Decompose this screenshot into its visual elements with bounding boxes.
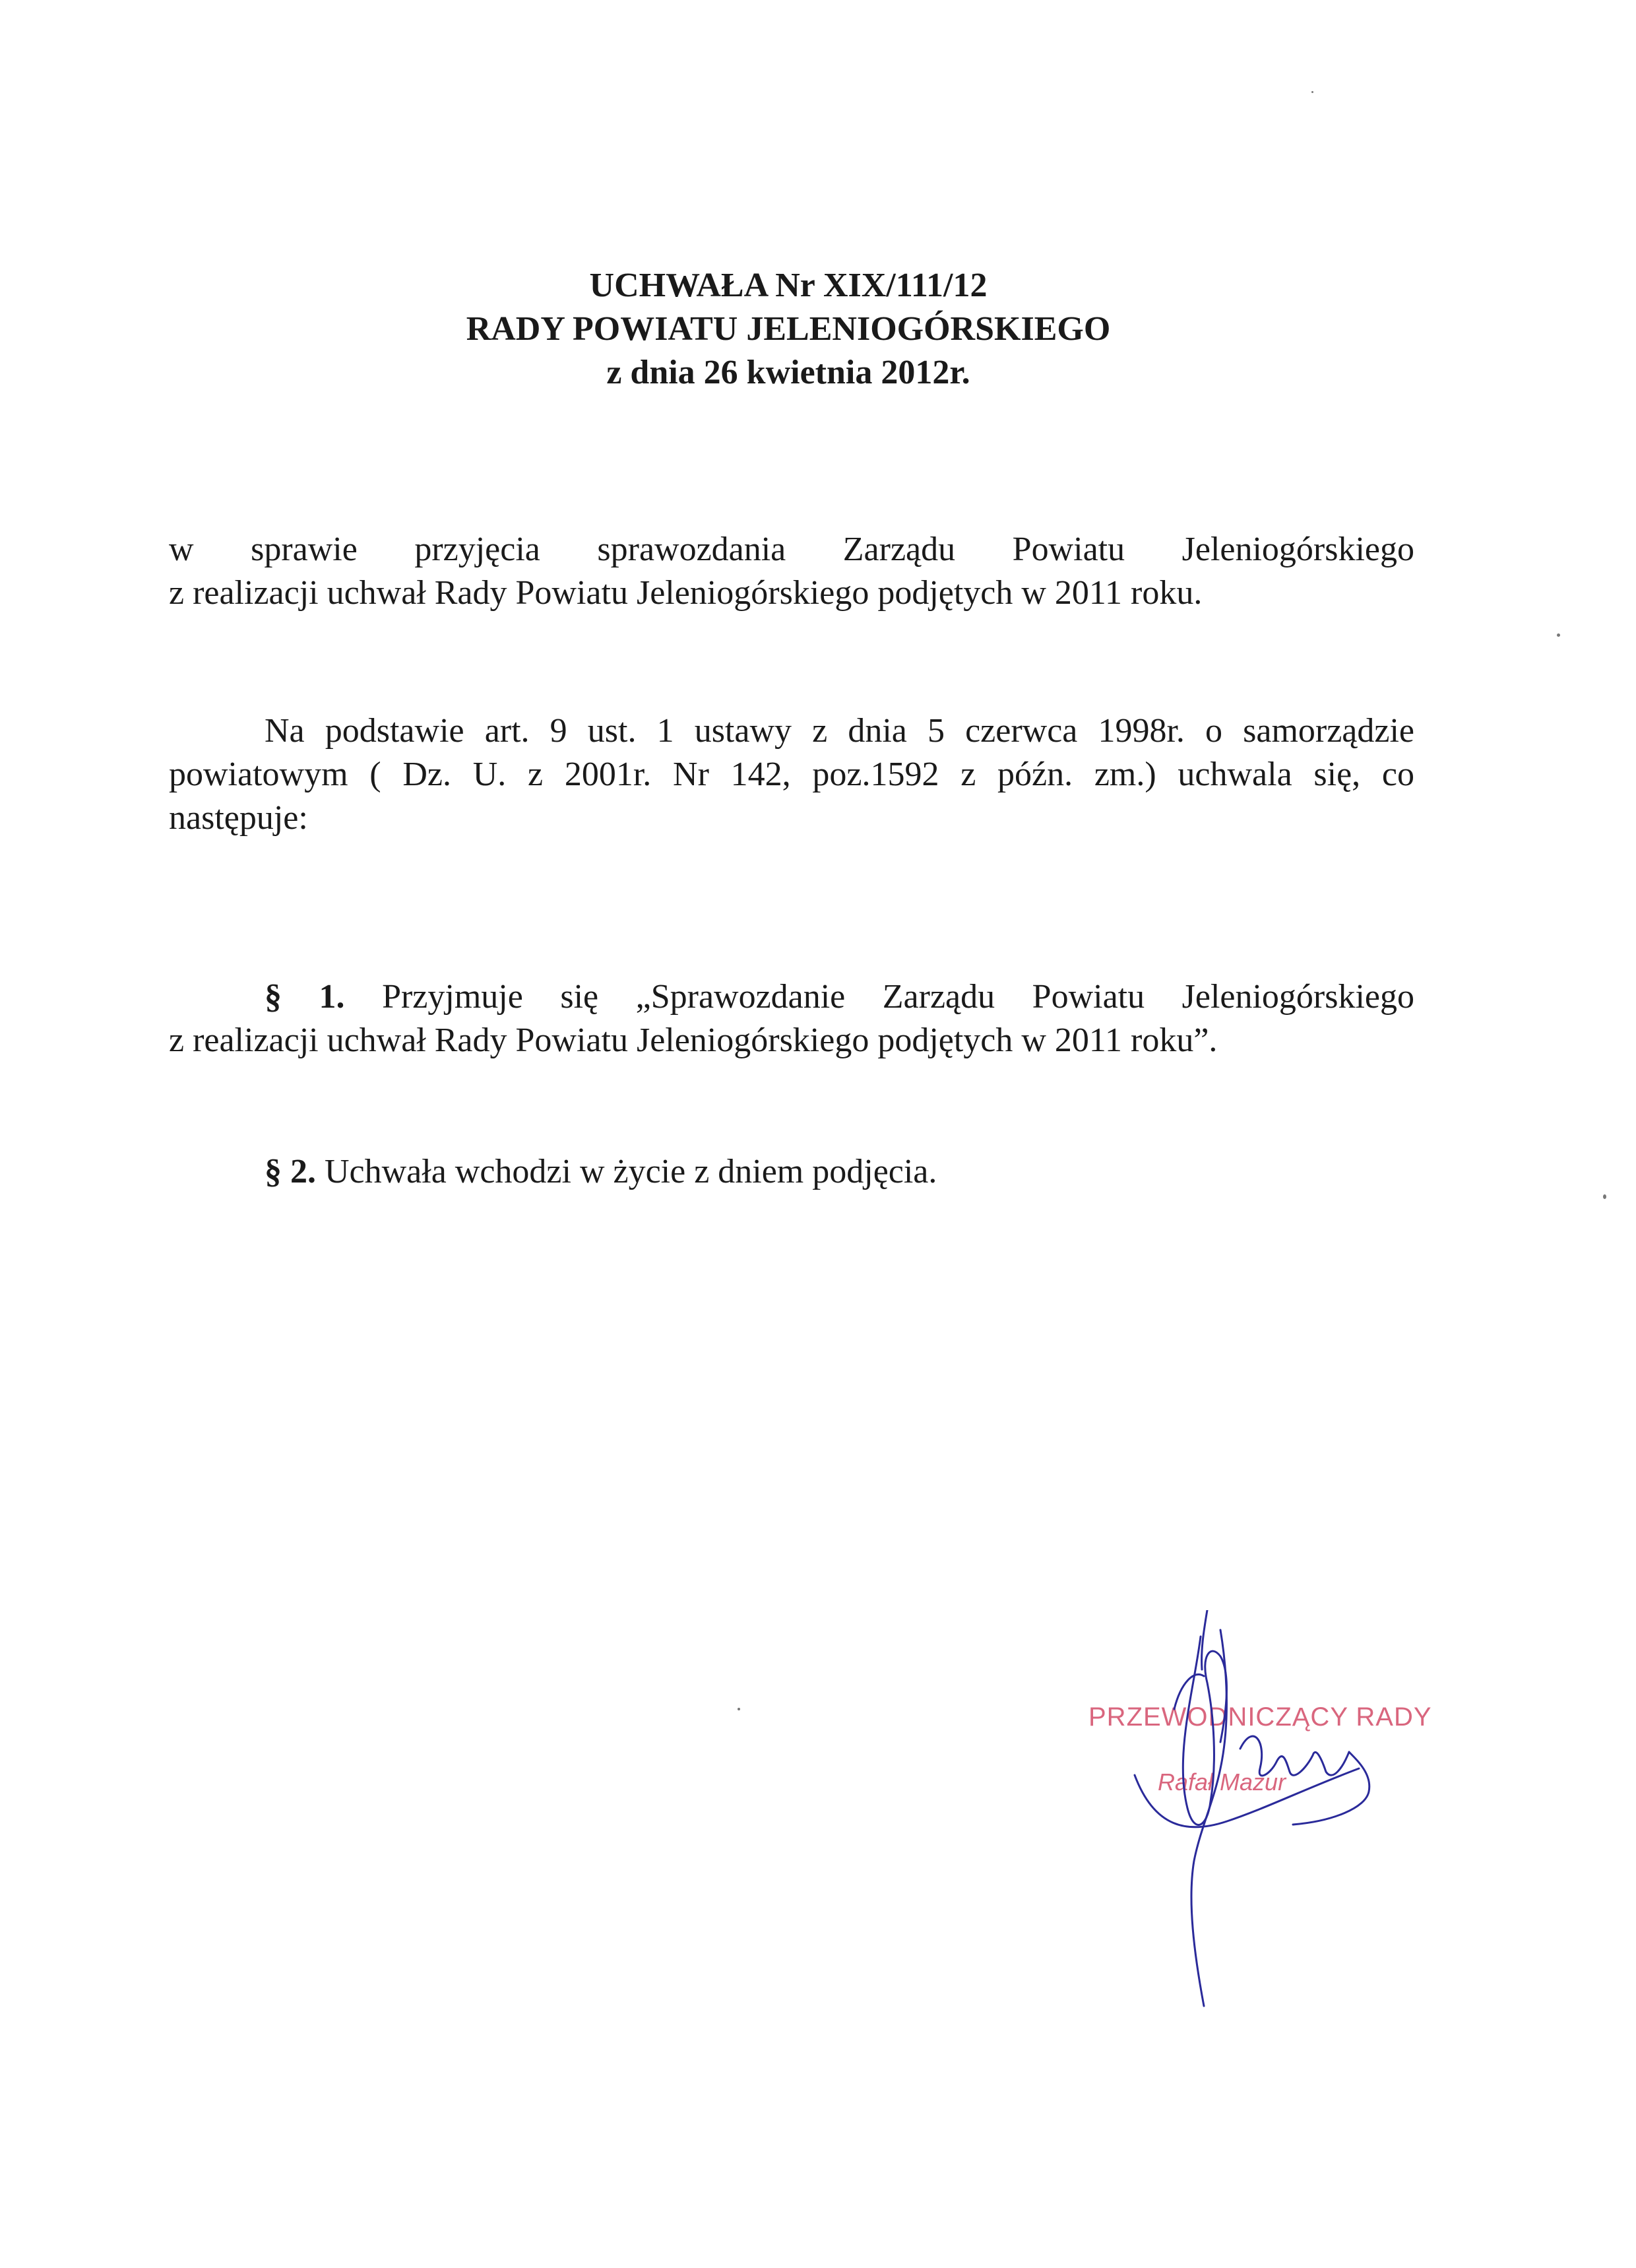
section-2-marker: § 2.: [265, 1153, 316, 1190]
section-1-line-2: z realizacji uchwał Rady Powiatu Jeleniogórskiego podjętych w 2011 roku”.: [169, 1021, 1218, 1059]
section-1-line-1: [169, 975, 1414, 1019]
resolution-subject: [169, 528, 1414, 615]
stamp-title: PRZEWODNICZĄCY RADY: [1088, 1702, 1432, 1732]
subject-line-1: w sprawie przyjęcia sprawozdania Zarządu Powiatu Jeleniogórskiego: [169, 531, 1414, 568]
basis-line-1: Na podstawie art. 9 ust. 1 ustawy z dnia 5 czerwca 1998r. o samorządzie: [265, 712, 1414, 750]
scan-speck: [1311, 91, 1313, 93]
stamp-name: Rafał Mazur: [1158, 1768, 1286, 1796]
resolution-date: z dnia 26 kwietnia 2012r.: [606, 354, 970, 391]
basis-line-2: powiatowym ( Dz. U. z 2001r. Nr 142, poz.1592 z późn. zm.) uchwala się, co: [169, 756, 1414, 793]
basis-line-3: następuje:: [169, 799, 308, 837]
section-2-line: [169, 1150, 1414, 1194]
council-name: RADY POWIATU JELENIOGÓRSKIEGO: [466, 310, 1111, 348]
handwritten-signature: [1095, 1610, 1425, 2019]
section-1: [169, 975, 1414, 1062]
section-1-text-1: Przyjmuje się „Sprawozdanie Zarządu Powiatu Jeleniogórskiego: [382, 978, 1414, 1016]
resolution-number: UCHWAŁA Nr XIX/111/12: [589, 267, 988, 304]
legal-basis: [169, 709, 1414, 840]
section-2: [169, 1150, 1414, 1194]
section-1-marker: § 1.: [265, 978, 345, 1016]
scan-speck: [1603, 1194, 1606, 1199]
section-2-text: Uchwała wchodzi w życie z dniem podjęcia.: [325, 1153, 937, 1190]
resolution-header: [0, 264, 1577, 395]
subject-line-2: z realizacji uchwał Rady Powiatu Jeleniogórskiego podjętych w 2011 roku.: [169, 574, 1203, 612]
scan-speck: [738, 1708, 740, 1710]
scan-speck: [1557, 633, 1560, 637]
